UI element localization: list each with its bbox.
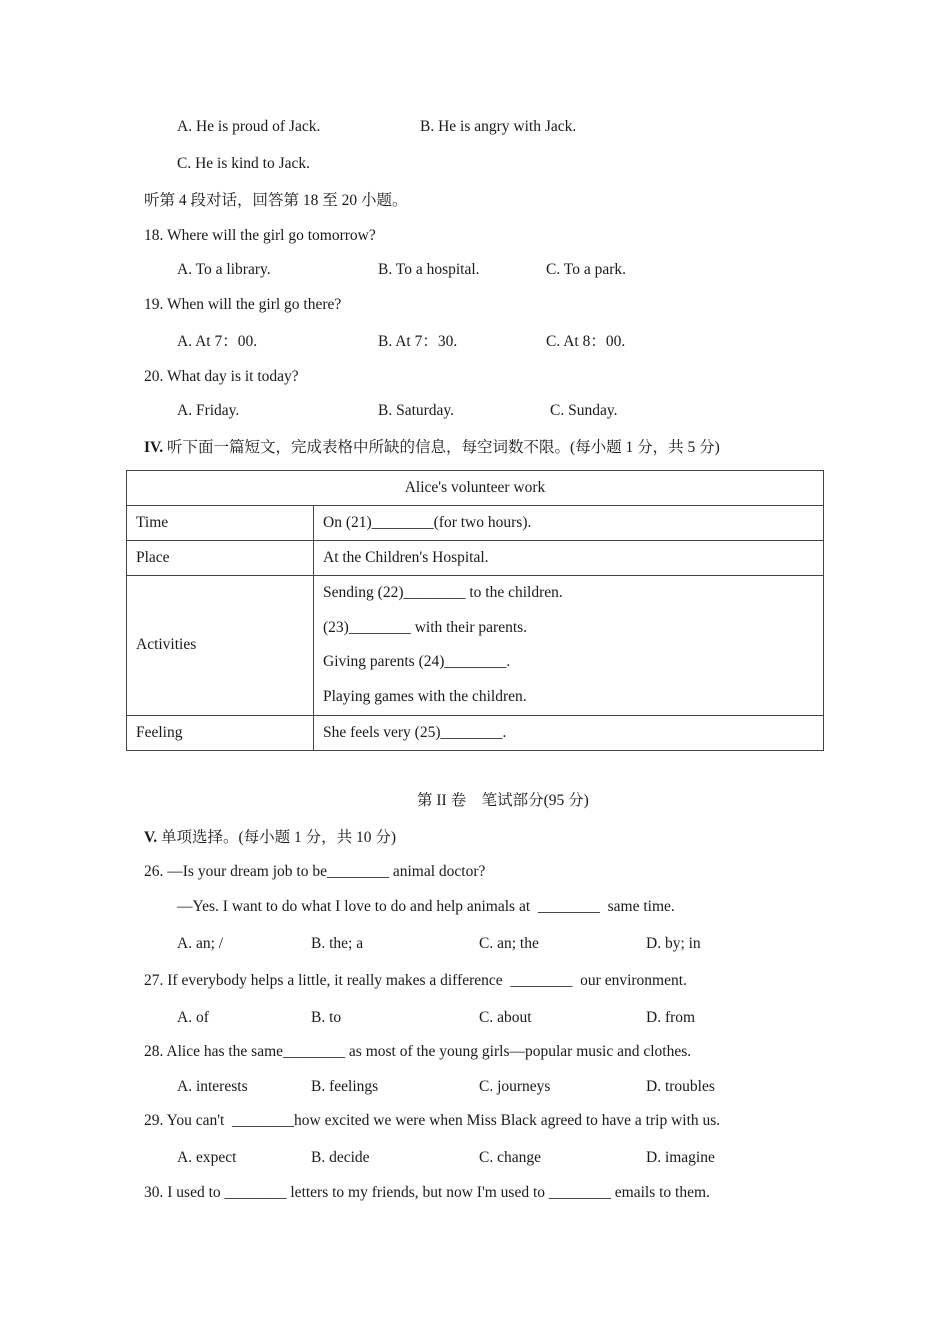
q18-option-c: C. To a park. bbox=[546, 261, 626, 278]
row-label-activities: Activities bbox=[127, 576, 314, 716]
q30-stem: 30. I used to ________ letters to my friends, but now I'm used to ________ emails to them. bbox=[144, 1184, 710, 1201]
q27-stem: 27. If everybody helps a little, it really makes a difference ________ our environment. bbox=[144, 972, 687, 989]
row-label-time: Time bbox=[127, 506, 314, 541]
row-value-feeling: She feels very (25)________. bbox=[314, 715, 824, 750]
row-value-time: On (21)________(for two hours). bbox=[314, 506, 824, 541]
row-label-place: Place bbox=[127, 541, 314, 576]
q18-stem: 18. Where will the girl go tomorrow? bbox=[144, 227, 376, 244]
q18-option-b: B. To a hospital. bbox=[378, 261, 480, 278]
q17-option-b: B. He is angry with Jack. bbox=[420, 118, 577, 135]
q29-stem: 29. You can't ________how excited we were when Miss Black agreed to have a trip with us. bbox=[144, 1112, 721, 1129]
q20-option-b: B. Saturday. bbox=[378, 402, 455, 419]
dialog4-instruction: 听第 4 段对话，回答第 18 至 20 小题。 bbox=[144, 192, 408, 209]
section4-number: IV. bbox=[144, 439, 164, 456]
activity-item: Playing games with the children. bbox=[323, 688, 527, 706]
section4-heading bbox=[144, 438, 720, 458]
row-label-feeling: Feeling bbox=[127, 715, 314, 750]
table-caption: Alice's volunteer work bbox=[127, 471, 824, 506]
row-value-activities bbox=[314, 576, 824, 716]
q26-stem-line1: 26. —Is your dream job to be________ animal doctor? bbox=[144, 863, 486, 880]
q28-option-a: A. interests bbox=[177, 1078, 248, 1095]
q18-option-a: A. To a library. bbox=[177, 261, 271, 278]
q19-stem: 19. When will the girl go there? bbox=[144, 296, 342, 313]
part2-title: 第 II 卷 笔试部分(95 分) bbox=[417, 792, 589, 809]
q29-option-d: D. imagine bbox=[646, 1149, 715, 1166]
q26-option-a: A. an; / bbox=[177, 935, 224, 952]
q27-option-a: A. of bbox=[177, 1009, 209, 1026]
q17-option-a: A. He is proud of Jack. bbox=[177, 118, 321, 135]
q28-stem: 28. Alice has the same________ as most of the young girls—popular music and clothes. bbox=[144, 1043, 692, 1060]
volunteer-work-table bbox=[126, 470, 824, 751]
q27-option-d: D. from bbox=[646, 1009, 696, 1026]
q27-option-c: C. about bbox=[479, 1009, 532, 1026]
q29-option-b: B. decide bbox=[311, 1149, 370, 1166]
q20-option-c: C. Sunday. bbox=[550, 402, 618, 419]
q19-option-c: C. At 8：00. bbox=[546, 333, 626, 350]
q17-option-c: C. He is kind to Jack. bbox=[177, 155, 311, 172]
q29-option-a: A. expect bbox=[177, 1149, 237, 1166]
q28-option-b: B. feelings bbox=[311, 1078, 379, 1095]
section4-instruction: 听下面一篇短文，完成表格中所缺的信息，每空词数不限。(每小题 1 分，共 5 分) bbox=[163, 439, 720, 456]
q28-option-c: C. journeys bbox=[479, 1078, 551, 1095]
section5-number: V. bbox=[144, 829, 158, 846]
section5-instruction: 单项选择。(每小题 1 分，共 10 分) bbox=[157, 829, 397, 846]
q26-option-b: B. the; a bbox=[311, 935, 364, 952]
q28-option-d: D. troubles bbox=[646, 1078, 715, 1095]
q20-stem: 20. What day is it today? bbox=[144, 368, 299, 385]
q26-stem-line2: —Yes. I want to do what I love to do and help animals at ________ same time. bbox=[177, 898, 675, 915]
activity-item: Giving parents (24)________. bbox=[323, 653, 511, 671]
q20-option-a: A. Friday. bbox=[177, 402, 240, 419]
activity-item: Sending (22)________ to the children. bbox=[323, 584, 563, 601]
q27-option-b: B. to bbox=[311, 1009, 342, 1026]
q19-option-a: A. At 7：00. bbox=[177, 333, 258, 350]
section5-heading bbox=[144, 828, 396, 848]
q29-option-c: C. change bbox=[479, 1149, 541, 1166]
q26-option-c: C. an; the bbox=[479, 935, 539, 952]
q19-option-b: B. At 7：30. bbox=[378, 333, 458, 350]
activity-item: (23)________ with their parents. bbox=[323, 618, 528, 636]
row-value-place: At the Children's Hospital. bbox=[314, 541, 824, 576]
q26-option-d: D. by; in bbox=[646, 935, 701, 952]
